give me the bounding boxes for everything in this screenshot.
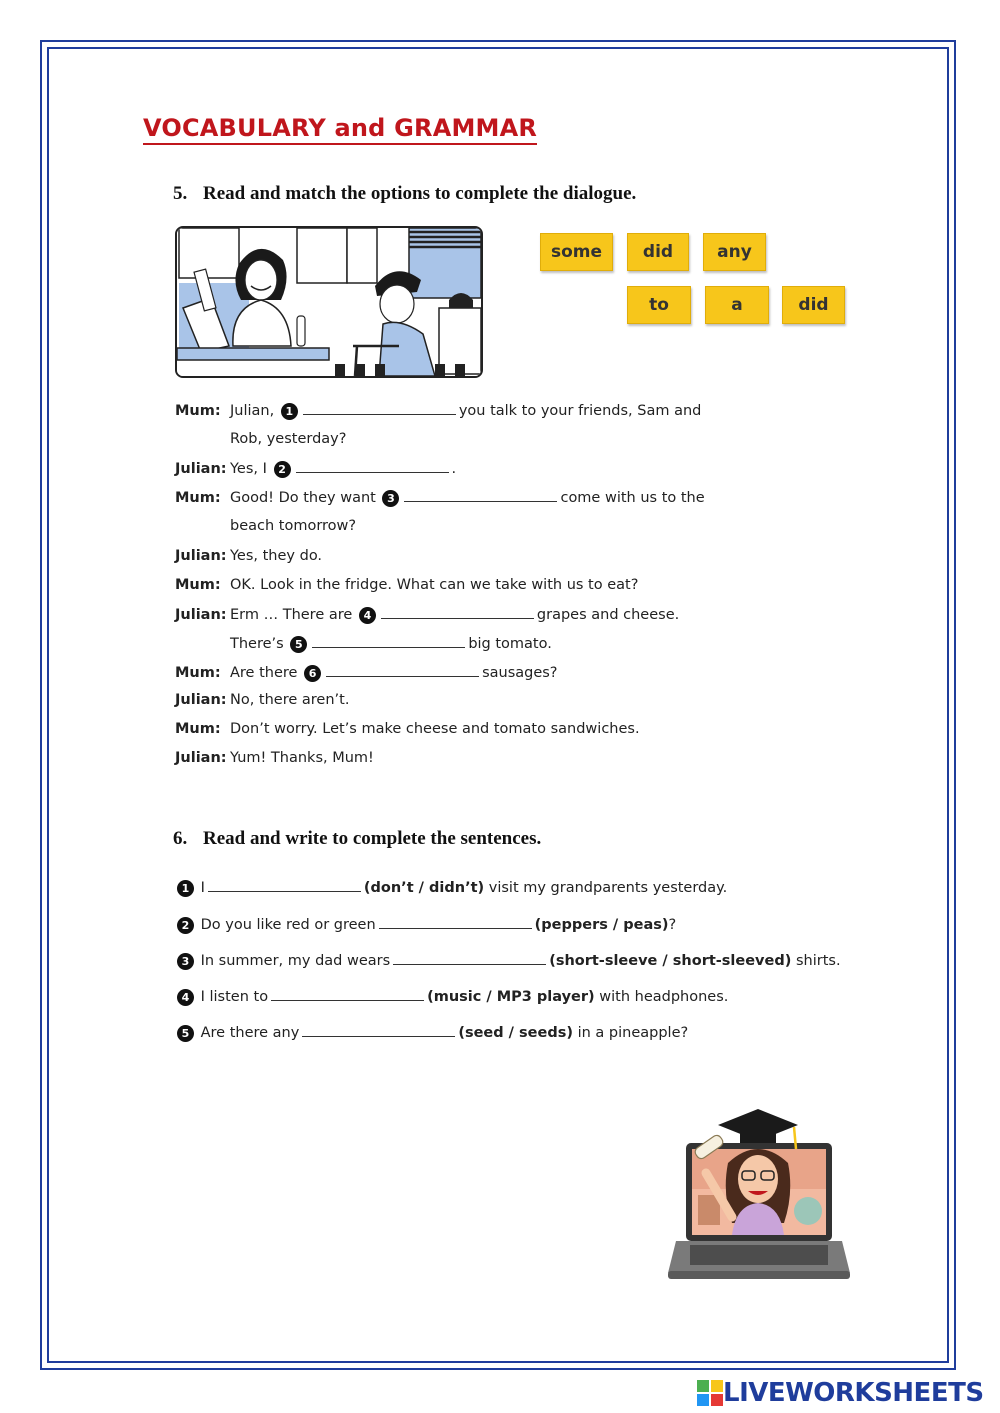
- dialogue-line-7: [230, 633, 552, 654]
- number-badge-2: 2: [177, 917, 194, 934]
- sentence-text: Do you like red or green: [200, 917, 376, 933]
- exercise-6-number: 6.: [173, 828, 188, 849]
- answer-blank-1[interactable]: [303, 400, 456, 415]
- number-badge-1: 1: [177, 880, 194, 897]
- sentence-blank-5[interactable]: [302, 1022, 455, 1037]
- dialogue-line-9: [175, 690, 349, 710]
- line-text: Yes, I: [230, 461, 267, 477]
- number-badge-3: 3: [177, 953, 194, 970]
- sentence-text: In summer, my dad wears: [200, 953, 391, 969]
- number-badge-2: 2: [274, 461, 291, 478]
- speaker-label: Mum:: [175, 490, 221, 506]
- speaker-label: Mum:: [175, 403, 221, 419]
- answer-blank-4[interactable]: [381, 604, 534, 619]
- exercise-6-instruction: Read and write to complete the sentences.: [203, 828, 542, 849]
- choice-hint: (music / MP3 player): [427, 989, 595, 1005]
- number-badge-5: 5: [290, 636, 307, 653]
- liveworksheets-logo: [697, 1378, 984, 1408]
- option-any[interactable]: any: [703, 233, 766, 271]
- dialogue-line-3: [175, 487, 705, 507]
- speaker-label: Mum:: [175, 577, 221, 593]
- speaker-label: Julian:: [175, 548, 227, 564]
- sentence-5: [175, 1022, 688, 1043]
- line-text: you talk to your friends, Sam and: [458, 403, 702, 419]
- sentence-text: visit my grandparents yesterday.: [488, 880, 728, 896]
- sentence-1: [175, 877, 727, 898]
- speaker-label: Julian:: [175, 692, 227, 708]
- exercise-5-number: 5.: [173, 183, 188, 204]
- sentence-text: in a pineapple?: [577, 1025, 689, 1041]
- number-badge-4: 4: [359, 607, 376, 624]
- dialogue-line-11: [175, 748, 374, 768]
- sentence-4: [175, 986, 728, 1007]
- number-badge-6: 6: [304, 665, 321, 682]
- answer-blank-5[interactable]: [312, 633, 465, 648]
- speaker-label: Julian:: [175, 750, 227, 766]
- sentence-text: shirts.: [795, 953, 841, 969]
- line-text: Don’t worry. Let’s make cheese and tomato sandwiches.: [230, 721, 640, 737]
- line-text: sausages?: [482, 665, 558, 681]
- exercise-5-heading: [173, 183, 636, 205]
- sentence-text: ?: [668, 917, 677, 933]
- exercise-5-instruction: Read and match the options to complete the dialogue.: [203, 183, 637, 204]
- option-some[interactable]: some: [540, 233, 613, 271]
- line-text: grapes and cheese.: [536, 607, 680, 623]
- sentence-text: Are there any: [200, 1025, 300, 1041]
- speaker-label: Mum:: [175, 665, 221, 681]
- line-text: Yes, they do.: [230, 548, 323, 564]
- line-text: Julian,: [230, 403, 275, 419]
- teacher-laptop-avatar: [668, 1105, 850, 1283]
- liveworksheets-logo-icon: [697, 1380, 723, 1406]
- sentence-blank-1[interactable]: [208, 877, 361, 892]
- line-text: come with us to the: [560, 490, 705, 506]
- choice-hint: (peppers / peas): [534, 917, 669, 933]
- answer-blank-3[interactable]: [404, 487, 557, 502]
- line-text: Are there: [230, 665, 298, 681]
- answer-blank-2[interactable]: [296, 458, 449, 473]
- speaker-label: Julian:: [175, 461, 227, 477]
- exercise-6-heading: [173, 828, 541, 850]
- choice-hint: (seed / seeds): [458, 1025, 573, 1041]
- line-text: OK. Look in the fridge. What can we take with us to eat?: [230, 577, 639, 593]
- dialogue-line-3-continued: beach tomorrow?: [230, 518, 357, 534]
- choice-hint: (don’t / didn’t): [363, 880, 485, 896]
- sentence-text: with headphones.: [599, 989, 729, 1005]
- sentence-text: I listen to: [200, 989, 269, 1005]
- sentence-blank-4[interactable]: [271, 986, 424, 1001]
- number-badge-1: 1: [281, 403, 298, 420]
- line-text: Yum! Thanks, Mum!: [230, 750, 374, 766]
- line-text: .: [451, 461, 457, 477]
- line-text: Erm … There are: [230, 607, 353, 623]
- line-text: No, there aren’t.: [230, 692, 350, 708]
- option-a[interactable]: a: [705, 286, 769, 324]
- sentence-blank-2[interactable]: [379, 914, 532, 929]
- speaker-label: Julian:: [175, 607, 227, 623]
- speaker-label: Mum:: [175, 721, 221, 737]
- dialogue-line-1-continued: Rob, yesterday?: [230, 431, 347, 447]
- dialogue-line-5: [175, 575, 638, 595]
- page-title: VOCABULARY and GRAMMAR: [143, 113, 537, 145]
- line-text: Good! Do they want: [230, 490, 376, 506]
- option-did-1[interactable]: did: [627, 233, 689, 271]
- line-text: big tomato.: [468, 636, 552, 652]
- dialogue-line-10: [175, 719, 640, 739]
- dialogue-line-6: [175, 604, 679, 624]
- dialogue-line-1: [175, 400, 701, 420]
- sentence-2: [175, 914, 676, 935]
- sentence-text: I: [200, 880, 205, 896]
- line-text: There’s: [230, 636, 284, 652]
- sentence-blank-3[interactable]: [393, 950, 546, 965]
- sentence-3: [175, 950, 841, 971]
- option-to[interactable]: to: [627, 286, 691, 324]
- dialogue-line-4: [175, 546, 322, 566]
- choice-hint: (short-sleeve / short-sleeved): [549, 953, 792, 969]
- liveworksheets-brand-text: LIVEWORKSHEETS: [723, 1378, 984, 1408]
- number-badge-3: 3: [382, 490, 399, 507]
- dialogue-line-8: [175, 662, 558, 682]
- kitchen-illustration: [175, 226, 483, 378]
- number-badge-4: 4: [177, 989, 194, 1006]
- option-did-2[interactable]: did: [782, 286, 845, 324]
- answer-blank-6[interactable]: [326, 662, 479, 677]
- number-badge-5: 5: [177, 1025, 194, 1042]
- dialogue-line-2: [175, 458, 456, 478]
